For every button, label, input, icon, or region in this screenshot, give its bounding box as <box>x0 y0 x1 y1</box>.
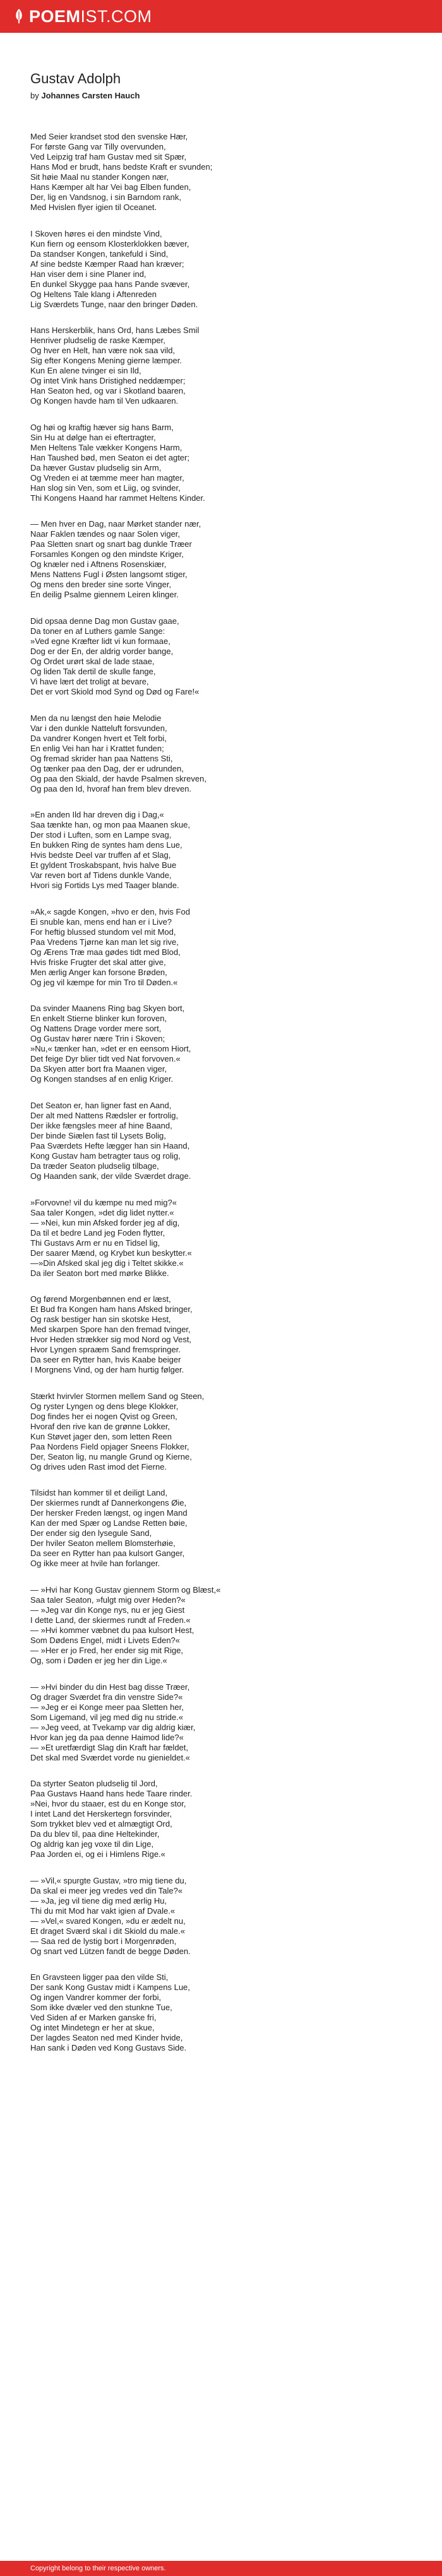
poem-body <box>30 132 412 2053</box>
poem-line: Og aldrig kan jeg voxe til din Lige, <box>30 1839 154 1849</box>
logo-text-light: IST.COM <box>80 6 152 26</box>
poem-line: Ei snuble kan, mens end han er i Live? <box>30 916 172 927</box>
poem-line: Der sank Kong Gustav midt i Kampens Lue, <box>30 1982 190 1993</box>
stanza <box>30 519 412 600</box>
poem-line: Med skarpen Spore han den fremad tvinger, <box>30 1325 191 1335</box>
poem-line: Og rask bestiger han sin skotske Hest, <box>30 1314 171 1325</box>
poem-line: Hvor kan jeg da paa denne Haimod lide?« <box>30 1732 184 1742</box>
poem-line: Naar Faklen tændes og naar Solen viger, <box>30 529 181 539</box>
poem-line: — »Nei, kun min Afsked forder jeg af dig, <box>30 1217 180 1227</box>
poem-line: Og mens den breder sine sorte Vinger, <box>30 580 172 590</box>
poem-line: Det feige Dyr blier tidt ved Nat forvoven.« <box>30 1054 181 1064</box>
poem-line: Stærkt hvirvler Stormen mellem Sand og Steen, <box>30 1391 205 1401</box>
poem-line: Som trykket blev ved et almægtigt Ord, <box>30 1819 172 1829</box>
stanza <box>30 1391 412 1472</box>
poem-line: Og intet Vink hans Dristighed neddæmper; <box>30 376 186 386</box>
poem-line: Hvor Heden strækker sig mod Nord og Vest, <box>30 1335 192 1345</box>
site-header <box>0 0 442 33</box>
poem-line: Da du blev til, paa dine Heltekinder, <box>30 1829 160 1839</box>
poem-line: Hvis bedste Deel var truffen af et Slag, <box>30 850 171 860</box>
logo-text <box>29 7 152 26</box>
poem-line: Der skiermes rundt af Dannerkongens Øie, <box>30 1498 187 1508</box>
poem-line: En deilig Psalme giennem Leiren klinger. <box>30 590 179 600</box>
poem-line: — »Hvi binder du din Hest bag disse Træer, <box>30 1682 190 1692</box>
poem-line: »Ved egne Kræfter lidt vi kun formaae, <box>30 636 170 646</box>
poem-line: Thi du mit Mod har vakt igien af Dvale.« <box>30 1906 176 1916</box>
poem-line: Hvoraf den rive kan de grønne Lokker, <box>30 1421 170 1431</box>
poem-line: »Nu,« tænker han, »det er en eensom Hiort, <box>30 1044 191 1054</box>
stanza <box>30 1682 412 1763</box>
poem-line: Og Vreden ei at tæmme meer han magter, <box>30 472 184 483</box>
poem-line: I intet Land det Herskertegn forsvinder, <box>30 1809 172 1819</box>
poem-line: Lig Sværdets Tunge, naar den bringer Døden. <box>30 299 198 309</box>
poem-line: Og paa den Skiald, der havde Psalmen skreven, <box>30 773 206 783</box>
poem-line: Paa Vredens Tjørne kan man let sig rive, <box>30 937 179 947</box>
poem-line: Og Kongen standses af en enlig Kriger. <box>30 1074 174 1084</box>
poem-line: Da styrter Seaton pludselig til Jord, <box>30 1779 158 1789</box>
poem-line: Henriver pludselig de raske Kæmper, <box>30 336 165 346</box>
poem-line: Da toner en af Luthers gamle Sange: <box>30 626 165 636</box>
poem-line: Et Bud fra Kongen ham hans Afsked bringer, <box>30 1304 193 1314</box>
poem-line: Men ærlig Anger kan forsone Brøden, <box>30 967 167 977</box>
poem-line: Og hver en Helt, han være nok saa vild, <box>30 346 176 356</box>
poem-line: Kun En alene tvinger ei sin Ild, <box>30 366 141 376</box>
poem-line: Og førend Morgenbønnen end er læst, <box>30 1294 171 1304</box>
poem-line: Han sank i Døden ved Kong Gustavs Side. <box>30 2043 187 2053</box>
poem-line: »En anden Ild har dreven dig i Dag,« <box>30 810 164 820</box>
poem-line: Og tænker paa den Dag, der er udrunden, <box>30 763 184 773</box>
poem-line: Der alt med Nattens Rædsler er fortrolig, <box>30 1110 179 1120</box>
poem-line: Kun Støvet jager den, som letten Reen <box>30 1431 172 1441</box>
poem-line: I Skoven høres ei den mindste Vind, <box>30 228 162 238</box>
poem-line: Thi Kongens Haand har rammet Heltens Kinder. <box>30 493 205 503</box>
poem-line: Vi have lært det troligt at bevare, <box>30 676 149 686</box>
copyright-text: Copyright belong to their respective owners. <box>30 2565 166 2572</box>
poem-line: Som Dødens Engel, midt i Livets Eden?« <box>30 1635 181 1645</box>
poem-line: Det er vort Skiold mod Synd og Død og Fare!« <box>30 686 200 696</box>
poem-line: Hvori sig Fortids Lys med Taager blande. <box>30 881 179 891</box>
stanza <box>30 616 412 697</box>
poem-line: Da til et bedre Land jeg Foden flytter, <box>30 1227 165 1238</box>
poem-line: Der ikke fængsles meer af hine Baand, <box>30 1120 172 1130</box>
poem-line: Da vandrer Kongen hvert et Telt forbi, <box>30 733 167 743</box>
poem-line: Og jeg vil kæmpe for min Tro til Døden.« <box>30 977 178 987</box>
poem-line: — »Hvi kommer væbnet du paa kulsort Hest, <box>30 1625 194 1635</box>
poem-line: — »Hvi har Kong Gustav giennem Storm og Blæst,« <box>30 1584 221 1595</box>
poem-line: En dunkel Skygge paa hans Pande svæver, <box>30 279 190 289</box>
poem-line: Paa Jorden ei, og ei i Himlens Rige.« <box>30 1849 165 1859</box>
poem-line: Med Hvislen flyer igien til Oceanet. <box>30 202 157 212</box>
poem-line: I Morgnens Vind, og der ham hurtig følger. <box>30 1365 184 1375</box>
poem-line: Mens Nattens Fugl i Østen langsomt stiger, <box>30 570 188 580</box>
poem-line: Da standser Kongen, tankefuld i Sind, <box>30 249 169 259</box>
poem-line: Og Nattens Drage vorder mere sort, <box>30 1024 162 1034</box>
poem-line: Han viser dem i sine Planer ind, <box>30 269 146 279</box>
poem-line: Der ender sig den lysegule Sand, <box>30 1528 152 1538</box>
poem-line: — »Et uretfærdigt Slag din Kraft har fældet, <box>30 1742 189 1752</box>
poem-line: Hans Herskerblik, hans Ord, hans Læbes Smil <box>30 325 200 336</box>
poem-line: Der saarer Mænd, og Krybet kun beskytter.« <box>30 1248 192 1258</box>
poem-line: En Gravsteen ligger paa den vilde Sti, <box>30 1972 169 1982</box>
poem-line: Hvis friske Frugter det skal atter give, <box>30 957 166 967</box>
poem-line: Kan der med Spær og Landse Retten bøie, <box>30 1518 188 1528</box>
poem-line: Der, Seaton lig, nu mangle Grund og Kierne, <box>30 1451 192 1461</box>
poem-line: Sit høie Maal nu stander Kongen nær, <box>30 172 169 182</box>
poem-line: Da hæver Gustav pludselig sin Arm, <box>30 462 162 472</box>
poem-line: Da Skyen atter bort fra Maanen viger, <box>30 1064 167 1074</box>
poem-line: Paa Nordens Field opjager Sneens Flokker, <box>30 1441 189 1451</box>
poem-line: Som ikke dvæler ved den stunkne Tue, <box>30 2003 172 2013</box>
stanza <box>30 423 412 503</box>
poem-line: Sin Hu at dølge han ei eftertragter, <box>30 432 156 442</box>
poem-line: Og, som i Døden er jeg her din Lige.« <box>30 1655 167 1665</box>
poem-line: For heftig blussed stundom vel mit Mod, <box>30 927 176 937</box>
stanza <box>30 1488 412 1569</box>
poem-line: — »Jeg veed, at Tvekamp var dig aldrig kiær, <box>30 1722 196 1732</box>
poem-line: Og fremad skrider han paa Nattens Sti, <box>30 753 173 763</box>
poem-line: »Nei, hvor du staaer, est du en Konge stor, <box>30 1799 186 1809</box>
poem-line: Ved Siden af er Marken ganske fri, <box>30 2013 157 2023</box>
poem-line: Da seer en Rytter han, hvis Kaabe beiger <box>30 1355 181 1365</box>
poem-line: Men da nu længst den høie Melodie <box>30 713 162 723</box>
poem-line: Hans Kæmper alt har Vei bag Elben funden, <box>30 182 191 192</box>
poem-line: Og Ærens Træ maa gødes tidt med Blod, <box>30 947 181 957</box>
quill-pen-icon <box>14 8 24 25</box>
poem-line: Forsamles Kongen og den mindste Kriger, <box>30 549 184 559</box>
poem-line: —»Din Afsked skal jeg dig i Teltet skikke.« <box>30 1258 184 1268</box>
poem-line: Der, lig en Vandsnog, i sin Barndom rank, <box>30 192 181 202</box>
poem-line: »Forvovne! vil du kæmpe nu med mig?« <box>30 1197 177 1207</box>
poem-line: Var reven bort af Tidens dunkle Vande, <box>30 870 172 881</box>
site-footer <box>0 2561 442 2576</box>
poem-line: Der hviler Seaton mellem Blomsterhøie, <box>30 1538 176 1549</box>
stanza <box>30 229 412 310</box>
poem-line: En enlig Vei han har i Krattet funden; <box>30 743 164 753</box>
poem-line: Hans Mod er brudt, hans bedste Kraft er svunden; <box>30 162 213 172</box>
poem-line: — Saa red de lystig bort i Morgenrøden, <box>30 1936 177 1946</box>
poem-line: Da seer en Rytter han paa kulsort Ganger, <box>30 1549 185 1559</box>
poem-line: Der stod i Luften, som en Lampe svag, <box>30 830 172 840</box>
poem-line: Der binde Siælen fast til Lysets Bolig, <box>30 1130 166 1140</box>
stanza <box>30 907 412 988</box>
poem-line: Og snart ved Lützen fandt de begge Døden. <box>30 1946 191 1956</box>
poem-line: Dog findes her ei nogen Qvist og Green, <box>30 1411 177 1421</box>
poem-line: Og Kongen havde ham til Ven udkaaren. <box>30 396 179 406</box>
stanza <box>30 1779 412 1859</box>
site-logo[interactable] <box>14 7 152 26</box>
poem-line: I dette Land, der skiermes rundt af Freden.« <box>30 1615 191 1625</box>
poem-line: Da svinder Maanens Ring bag Skyen bort, <box>30 1004 185 1014</box>
poem-line: Thi Gustavs Arm er nu en Tidsel lig, <box>30 1238 160 1248</box>
poem-line: Af sine bedste Kæmper Raad han kræver; <box>30 259 184 269</box>
poem-line: Han Seaton hed, og var i Skotland baaren, <box>30 386 186 396</box>
stanza <box>30 810 412 891</box>
poem-line: En enkelt Stierne blinker kun foroven, <box>30 1014 167 1024</box>
author-link[interactable]: Johannes Carsten Hauch <box>41 91 140 100</box>
poem-line: Og Ordet urørt skal de lade staae, <box>30 656 155 666</box>
poem-line: Kun fiern og eensom Klosterklokken bæver, <box>30 238 189 249</box>
poem-line: Kong Gustav ham betragter taus og rolig, <box>30 1150 181 1161</box>
stanza <box>30 132 412 213</box>
stanza <box>30 1101 412 1181</box>
byline <box>30 91 412 100</box>
poem-line: Hvor Lyngen spraæm Sand fremspringer. <box>30 1345 181 1355</box>
poem-line: Saa taler Kongen, »det dig lidet nytter.« <box>30 1207 174 1217</box>
poem-line: Som Ligemand, vil jeg med dig nu stride.« <box>30 1712 184 1722</box>
poem-line: Og Gustav hører nære Trin i Skoven; <box>30 1034 165 1044</box>
poem-line: Og drives uden Rast imod det Fierne. <box>30 1461 167 1472</box>
poem-line: Et gyldent Troskabspant, hvis halve Bue <box>30 860 177 870</box>
poem-line: Dog er der En, der aldrig vorder bange, <box>30 646 174 656</box>
poem-line: Og ingen Vandrer kommer der forbi, <box>30 1993 162 2003</box>
poem-line: Det Seaton er, han ligner fast en Aand, <box>30 1100 172 1110</box>
poem-line: Og Heltens Tale klang i Aftenreden <box>30 289 157 299</box>
poem-line: — »Her er jo Fred, her ender sig mit Rige, <box>30 1645 184 1655</box>
poem-line: Han Taushed bød, men Seaton ei det agter; <box>30 452 189 462</box>
poem-line: Og Haanden sank, der vilde Sværdet drage. <box>30 1171 191 1181</box>
poem-line: — »Jeg var din Konge nys, nu er jeg Giest <box>30 1605 185 1615</box>
poem-line: Og ryster Lyngen og dens blege Klokker, <box>30 1401 179 1411</box>
poem-title: Gustav Adolph <box>30 71 121 86</box>
stanza <box>30 1198 412 1279</box>
stanza <box>30 713 412 794</box>
poem-line: Da træder Seaton pludselig tilbage, <box>30 1161 159 1171</box>
byline-prefix: by <box>30 91 39 100</box>
poem-line: — »Vel,« svared Kongen, »du er ædelt nu, <box>30 1916 186 1926</box>
poem-line: Sig efter Kongens Mening gierne læmper. <box>30 356 182 366</box>
poem-line: »Ak,« sagde Kongen, »hvo er den, hvis Fod <box>30 906 190 916</box>
poem-line: Paa Gustavs Haand hans hede Taare rinder. <box>30 1789 193 1799</box>
stanza <box>30 325 412 406</box>
poem-line: Og drager Sværdet fra din venstre Side?« <box>30 1692 183 1702</box>
poem-line: Og ikke meer at hvile han forlanger. <box>30 1559 160 1569</box>
poem-line: Der lagdes Seaton ned med Kinder hvide, <box>30 2033 183 2043</box>
poem-line: Paa Sværdets Hefte lægger han sin Haand, <box>30 1140 190 1150</box>
poem-line: Did opsaa denne Dag mon Gustav gaae, <box>30 616 179 626</box>
stanza <box>30 1294 412 1375</box>
stanza <box>30 1876 412 1957</box>
poem-line: Med Seier krandset stod den svenske Hær, <box>30 132 188 141</box>
poem-line: Og knæler ned i Aftnens Rosenskiær, <box>30 559 167 570</box>
stanza <box>30 1972 412 2053</box>
poem-line: Og paa den Id, hvoraf han frem blev dreven. <box>30 783 192 793</box>
poem-line: En bukken Ring de syntes ham dens Lue, <box>30 840 182 850</box>
poem-container <box>0 33 442 2053</box>
poem-line: — »Jeg er ei Konge meer paa Sletten her, <box>30 1702 184 1712</box>
stanza <box>30 1585 412 1666</box>
poem-line: — Men hver en Dag, naar Mørket stander nær, <box>30 519 201 529</box>
poem-line: Og intet Mindetegn er her at skue, <box>30 2023 155 2033</box>
poem-line: Han slog sin Ven, som et Liig, og svinder, <box>30 483 181 493</box>
poem-line: Der hersker Freden længst, og ingen Mand <box>30 1508 188 1518</box>
poem-line: Men Heltens Tale vækker Kongens Harm, <box>30 442 182 452</box>
logo-text-bold: POEM <box>29 6 81 26</box>
poem-line: — »Ja, jeg vil tiene dig med ærlig Hu, <box>30 1895 167 1906</box>
poem-line: Da skal ei meer jeg vredes ved din Tale?« <box>30 1885 183 1895</box>
poem-line: Ved Leipzig traf ham Gustav med sit Spær, <box>30 152 187 161</box>
poem-line: Paa Sletten snart og snart bag dunkle Træer <box>30 539 192 549</box>
poem-line: Et draget Sværd skal i dit Skiold du male.« <box>30 1926 185 1936</box>
poem-line: — »Vil,« spurgte Gustav, »tro mig tiene du, <box>30 1875 187 1885</box>
poem-line: Saa tænkte han, og mon paa Maanen skue, <box>30 820 190 830</box>
stanza <box>30 1004 412 1084</box>
poem-line: Var i den dunkle Natteluft forsvunden, <box>30 723 167 733</box>
poem-line: Saa taler Seaton, »fulgt mig over Heden?« <box>30 1595 186 1605</box>
poem-line: Og høi og kraftig hæver sig hans Barm, <box>30 422 174 432</box>
poem-line: Da iler Seaton bort med mørke Blikke. <box>30 1268 169 1278</box>
poem-line: Tilsidst han kommer til et deiligt Land, <box>30 1488 168 1498</box>
poem-line: Det skal med Sværdet vorde nu gienieldet.« <box>30 1752 190 1762</box>
poem-line: For første Gang var Tilly overvunden, <box>30 142 166 151</box>
poem-line: Og liden Tak dertil de skulle fange, <box>30 666 156 676</box>
